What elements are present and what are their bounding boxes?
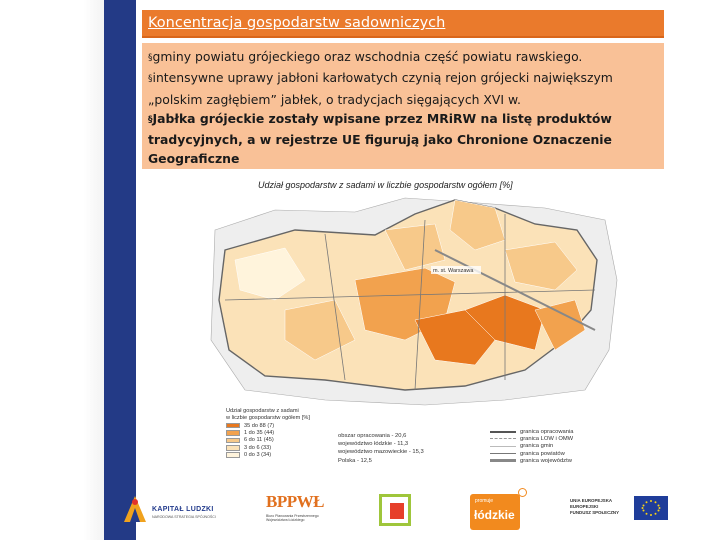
bullet-3-text: Jabłka grójeckie zostały wpisane przez MRiRW na listę produktów tradycyjnych, a w rejestrze UE figurują jako Chronione Oznaczenie Geograficzne (148, 110, 612, 167)
lodzkie-top: promuje (475, 498, 494, 504)
legend-label: 0 do 3 (34) (244, 452, 272, 459)
stat-line: województwo łódzkie - 11,3 (338, 441, 409, 448)
bullet-glyph: § (148, 53, 153, 63)
stat-line: obszar opracowania - 20,6 (338, 433, 407, 439)
boundary-line-sample (490, 431, 516, 433)
boundary-row (490, 457, 574, 464)
legend-swatch (226, 430, 240, 436)
boundary-label: granica LOW i OMW (520, 435, 574, 442)
boundary-label: granica gmin (520, 443, 554, 450)
promuje-lodzkie-logo (470, 494, 520, 530)
bullet-2 (148, 68, 658, 109)
boundary-line-sample (490, 446, 516, 447)
bullet-1-text: gminy powiatu grójeckiego oraz wschodnia część powiatu rawskiego. (152, 49, 583, 64)
stat-line: województwo mazowieckie - 15,3 (338, 449, 424, 456)
region-square-inner (390, 503, 404, 519)
eu-text (570, 498, 619, 516)
boundary-row (490, 435, 574, 442)
boundary-label: granica województw (520, 457, 572, 464)
legend-title-line2: w liczbie gospodarstw ogółem [%] (226, 415, 310, 421)
left-margin (0, 0, 104, 540)
legend-label: 1 do 35 (44) (244, 430, 275, 437)
lodzkie-main: łódzkie (474, 508, 515, 522)
bullet-2-text: intensywne uprawy jabłoni karłowatych czynią rejon grójecki największym „polskim zagłębiem” jabłek, o tradycjach sięgających XVI w. (148, 70, 613, 107)
left-margin-stripe (0, 0, 104, 540)
eu-line3: FUNDUSZ SPOŁECZNY (570, 510, 620, 515)
legend-swatch (226, 452, 240, 458)
eu-line2: EUROPEJSKI (570, 504, 599, 509)
boundary-label: granica powiatów (520, 450, 565, 457)
boundary-line-sample (490, 453, 516, 454)
legend-label: 35 do 88 (7) (244, 422, 275, 429)
legend-label: 6 do 11 (45) (244, 437, 274, 444)
boundary-row (490, 428, 574, 435)
legend-swatch (226, 445, 240, 451)
boundary-row (490, 450, 574, 457)
blue-side-band (104, 0, 136, 540)
legend-row (226, 422, 406, 429)
content-box (142, 43, 664, 169)
kapital-ludzki-logo-icon (122, 494, 148, 524)
bppwl-name: BPPWŁ (266, 492, 324, 511)
bullet-3 (148, 109, 658, 169)
boundary-line-sample (490, 438, 516, 439)
kapital-ludzki-name: KAPITAŁ LUDZKI (152, 506, 214, 513)
legend-swatch (226, 438, 240, 444)
region-square-logo (379, 494, 411, 526)
eu-line1: UNIA EUROPEJSKA (570, 498, 613, 503)
boundary-label: granica opracowania (520, 428, 574, 435)
boundary-line-sample (490, 459, 516, 462)
boundary-legend (490, 428, 574, 464)
kapital-ludzki-sub: NARODOWA STRATEGIA SPÓJNOŚCI (152, 515, 216, 519)
slide-title: Koncentracja gospodarstw sadowniczych (148, 15, 446, 31)
stat-line: Polska - 12,5 (338, 457, 372, 464)
map-label-warszawa: m. st. Warszawa (433, 268, 474, 274)
slide-title-bar (142, 10, 664, 38)
lodzkie-dot-icon (518, 488, 527, 497)
eu-flag-icon (634, 496, 668, 520)
bppwl-logo (266, 492, 324, 530)
map-caption: Udział gospodarstw z sadami w liczbie gospodarstw ogółem [%] (258, 180, 513, 190)
legend-label: 3 do 6 (33) (244, 444, 272, 451)
legend-swatch (226, 423, 240, 429)
bullet-glyph: § (148, 114, 153, 125)
bppwl-sub: Biuro Planowania Przestrzennego Województwa Łódzkiego (266, 514, 319, 522)
bullet-1 (148, 47, 658, 68)
bullet-glyph: § (148, 74, 153, 85)
map-stats (338, 432, 424, 465)
legend-title-line1: Udział gospodarstw z sadami (226, 408, 299, 414)
footer-logos (0, 484, 720, 540)
boundary-row (490, 443, 574, 450)
